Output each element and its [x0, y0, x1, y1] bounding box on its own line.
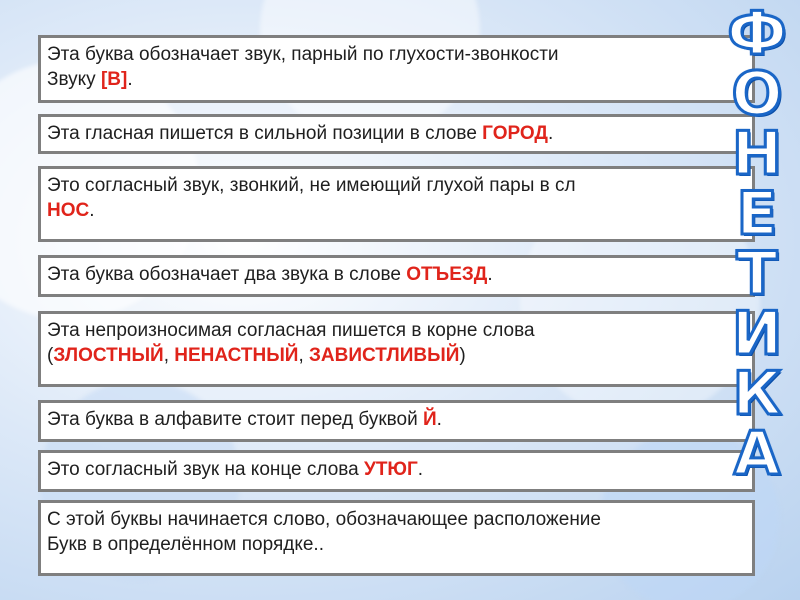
punctuation: , [163, 345, 175, 366]
question-text: Эта буква в алфавите стоит перед буквой [47, 409, 423, 430]
punctuation: . [89, 200, 95, 221]
highlight-word: НОС [47, 200, 90, 221]
question-text: Эта непроизносимая согласная пишется в корне слова [47, 320, 535, 341]
question-text: Эта буква обозначает звук, парный по глухости-звонкости [47, 44, 559, 65]
highlight-word: ЗАВИСТЛИВЫЙ [309, 345, 460, 366]
question-card-6[interactable] [38, 400, 755, 442]
question-text: Эта гласная пишется в сильной позиции в слове [47, 123, 483, 144]
title-letter[interactable]: Ф [727, 0, 787, 69]
highlight-word: УТЮГ [364, 459, 418, 480]
question-text-line [47, 262, 746, 287]
question-text-line [47, 121, 746, 146]
vertical-title [712, 0, 800, 600]
title-letter[interactable]: И [731, 299, 783, 369]
title-letter[interactable]: К [732, 359, 782, 429]
punctuation: . [417, 459, 424, 480]
highlight-word: [В] [100, 69, 128, 90]
question-text: Звуку [47, 69, 101, 90]
question-text-line [47, 532, 746, 557]
question-card-4[interactable] [38, 255, 755, 297]
question-text-line [47, 318, 746, 343]
punctuation: . [127, 69, 133, 90]
question-card-8[interactable] [38, 500, 755, 576]
title-letter[interactable]: А [733, 419, 781, 489]
question-card-2[interactable] [38, 114, 755, 154]
question-text-line [47, 507, 746, 532]
punctuation: . [547, 123, 554, 144]
question-text-line [47, 407, 746, 432]
question-text-line [47, 457, 746, 482]
question-card-1[interactable] [38, 35, 755, 103]
question-text: Букв в определённом порядке.. [47, 534, 324, 555]
question-card-5[interactable] [38, 311, 755, 387]
highlight-word: НЕНАСТНЫЙ [174, 345, 299, 366]
question-text-line [47, 42, 746, 67]
question-text: Это согласный звук, звонкий, не имеющий глухой пары в сл [47, 175, 576, 196]
punctuation: , [298, 345, 310, 366]
question-card-3[interactable] [38, 166, 755, 242]
highlight-word: ОТЪЕЗД [406, 264, 488, 285]
question-text: Это согласный звук на конце слова [47, 459, 364, 480]
question-text-line [47, 67, 746, 92]
highlight-word: ГОРОД [482, 123, 548, 144]
title-letter[interactable]: Е [736, 179, 778, 249]
question-text-line [47, 343, 746, 368]
question-text: С этой буквы начинается слово, обозначающее расположение [47, 509, 601, 530]
question-text-line [47, 173, 746, 198]
punctuation: ( [47, 345, 54, 366]
punctuation: . [487, 264, 493, 285]
question-text-line [47, 198, 746, 223]
question-text: Эта буква обозначает два звука в слове [47, 264, 407, 285]
question-card-7[interactable] [38, 450, 755, 492]
highlight-word: ЗЛОСТНЫЙ [53, 345, 164, 366]
punctuation: . [436, 409, 442, 430]
title-letter[interactable]: Т [736, 239, 778, 309]
title-letter[interactable]: О [731, 59, 783, 129]
highlight-word: Й [422, 409, 437, 430]
punctuation: ) [459, 345, 466, 366]
title-letter[interactable]: Н [731, 119, 783, 189]
